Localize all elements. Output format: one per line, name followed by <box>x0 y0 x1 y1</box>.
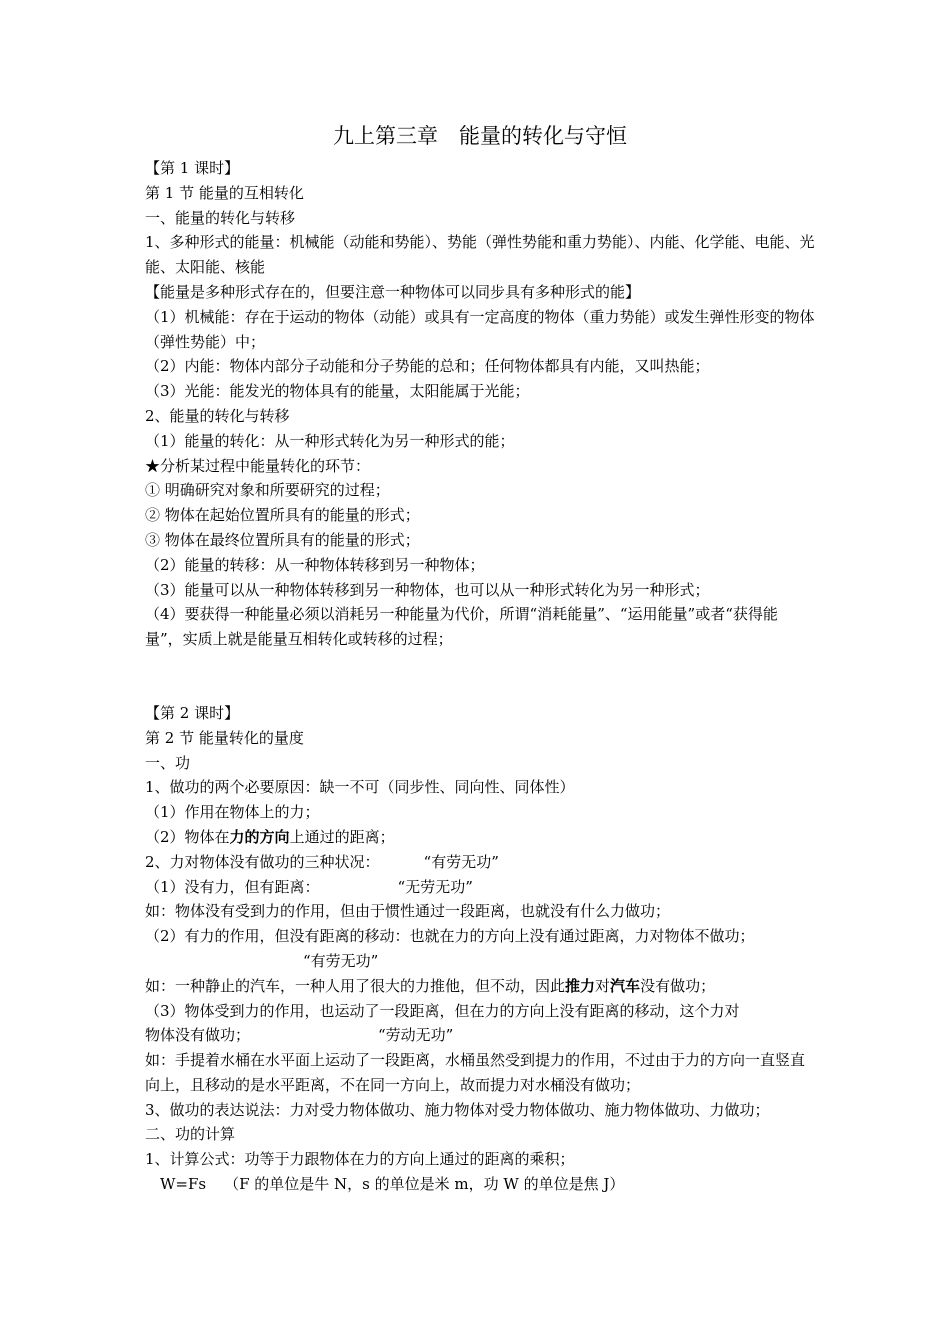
text-span: 没有做功； <box>640 976 716 995</box>
text-span: 物体没有做功； <box>145 1026 251 1045</box>
text-line: 1、计算公式：功等于力跟物体在力的方向上通过的距离的乘积； <box>145 1150 575 1169</box>
formula-units: （F 的单位是牛 N，s 的单位是米 m，功 W 的单位是焦 J） <box>224 1175 625 1194</box>
text-line: 1、做功的两个必要原因：缺一不可（同步性、同向性、同体性） <box>145 778 575 797</box>
text-line: 二、功的计算 <box>145 1125 236 1144</box>
text-line <box>145 825 815 850</box>
text-line: 【能量是多种形式存在的，但要注意一种物体可以同步具有多种形式的能】 <box>145 282 641 301</box>
quote-label: “无劳无功” <box>397 877 473 896</box>
document-page <box>145 118 815 1197</box>
text-line: （4）要获得一种能量必须以消耗另一种能量为代价，所谓“消耗能量”、“运用能量”或者“获得能量”，实质上就是能量互相转化或转移的过程； <box>145 605 778 649</box>
bold-term: 推力 <box>565 976 596 995</box>
quote-label: “劳动无功” <box>378 1026 454 1045</box>
text-line: （1）作用在物体上的力； <box>145 803 320 822</box>
page-title: 九上第三章 能量的转化与守恒 <box>333 124 627 148</box>
spacer <box>145 652 815 701</box>
text-line: （1）机械能：存在于运动的物体（动能）或具有一定高度的物体（重力势能）或发生弹性形变的物体（弹性势能）中； <box>145 307 815 351</box>
text-line <box>145 1023 815 1048</box>
text-line: （3）光能：能发光的物体具有的能量，太阳能属于光能； <box>145 382 530 401</box>
quote-label: “有劳无功” <box>303 951 379 970</box>
text-line: （2）内能：物体内部分子动能和分子势能的总和；任何物体都具有内能，又叫热能； <box>145 357 710 376</box>
text-span: 上通过的距离； <box>289 827 395 846</box>
text-line: （3）物体受到力的作用，也运动了一段距离，但在力的方向上没有距离的移动，这个力对 <box>145 1001 740 1020</box>
text-line: （2）能量的转移：从一种物体转移到另一种物体； <box>145 555 485 574</box>
text-line: ★分析某过程中能量转化的环节： <box>145 456 371 475</box>
text-line: 3、做功的表达说法：力对受力物体做功、施力物体对受力物体做功、施力物体做功、力做功； <box>145 1100 770 1119</box>
text-line: 如：手提着水桶在水平面上运动了一段距离，水桶虽然受到提力的作用，不过由于力的方向一直竖直向上，且移动的是水平距离，不在同一方向上，故而提力对水桶没有做功； <box>145 1051 806 1094</box>
formula: W=Fs <box>160 1175 207 1194</box>
text-span: 对 <box>595 976 611 995</box>
bold-term: 汽车 <box>610 976 641 995</box>
text-line: 如：物体没有受到力的作用，但由于惯性通过一段距离，也就没有什么力做功； <box>145 902 671 921</box>
text-span: 如：一种静止的汽车，一种人用了很大的力推他，但不动，因此 <box>145 976 566 995</box>
text-line: （2）有力的作用，但没有距离的移动：也就在力的方向上没有通过距离，力对物体不做功； <box>145 927 755 946</box>
text-line: 一、功 <box>145 753 191 772</box>
formula-line <box>145 1172 815 1197</box>
text-line <box>145 850 815 875</box>
section-1-title: 第 1 节 能量的互相转化 <box>145 183 304 202</box>
text-line: ② 物体在起始位置所具有的能量的形式； <box>145 506 420 525</box>
lesson-2-header: 【第 2 课时】 <box>145 703 240 722</box>
text-line <box>145 974 815 999</box>
text-line: （1）能量的转化：从一种形式转化为另一种形式的能； <box>145 431 515 450</box>
quote-label: “有劳无功” <box>423 852 499 871</box>
text-line: （3）能量可以从一种物体转移到另一种物体，也可以从一种形式转化为另一种形式； <box>145 580 710 599</box>
section-2-title: 第 2 节 能量转化的量度 <box>145 728 304 747</box>
text-line: ③ 物体在最终位置所具有的能量的形式； <box>145 530 420 549</box>
text-line <box>145 875 815 900</box>
text-line: 2、能量的转化与转移 <box>145 406 290 425</box>
text-line: 一、能量的转化与转移 <box>145 208 296 227</box>
text-line: 1、多种形式的能量：机械能（动能和势能）、势能（弹性势能和重力势能）、内能、化学能、电能、光能、太阳能、核能 <box>145 233 815 277</box>
lesson-1-header: 【第 1 课时】 <box>145 159 240 177</box>
text-span: （2）物体在 <box>145 827 230 846</box>
text-span: 2、力对物体没有做功的三种状况： <box>145 852 380 871</box>
text-line: ① 明确研究对象和所要研究的过程； <box>145 481 390 500</box>
text-span: （1）没有力，但有距离： <box>145 877 320 896</box>
bold-term: 力的方向 <box>229 827 290 846</box>
